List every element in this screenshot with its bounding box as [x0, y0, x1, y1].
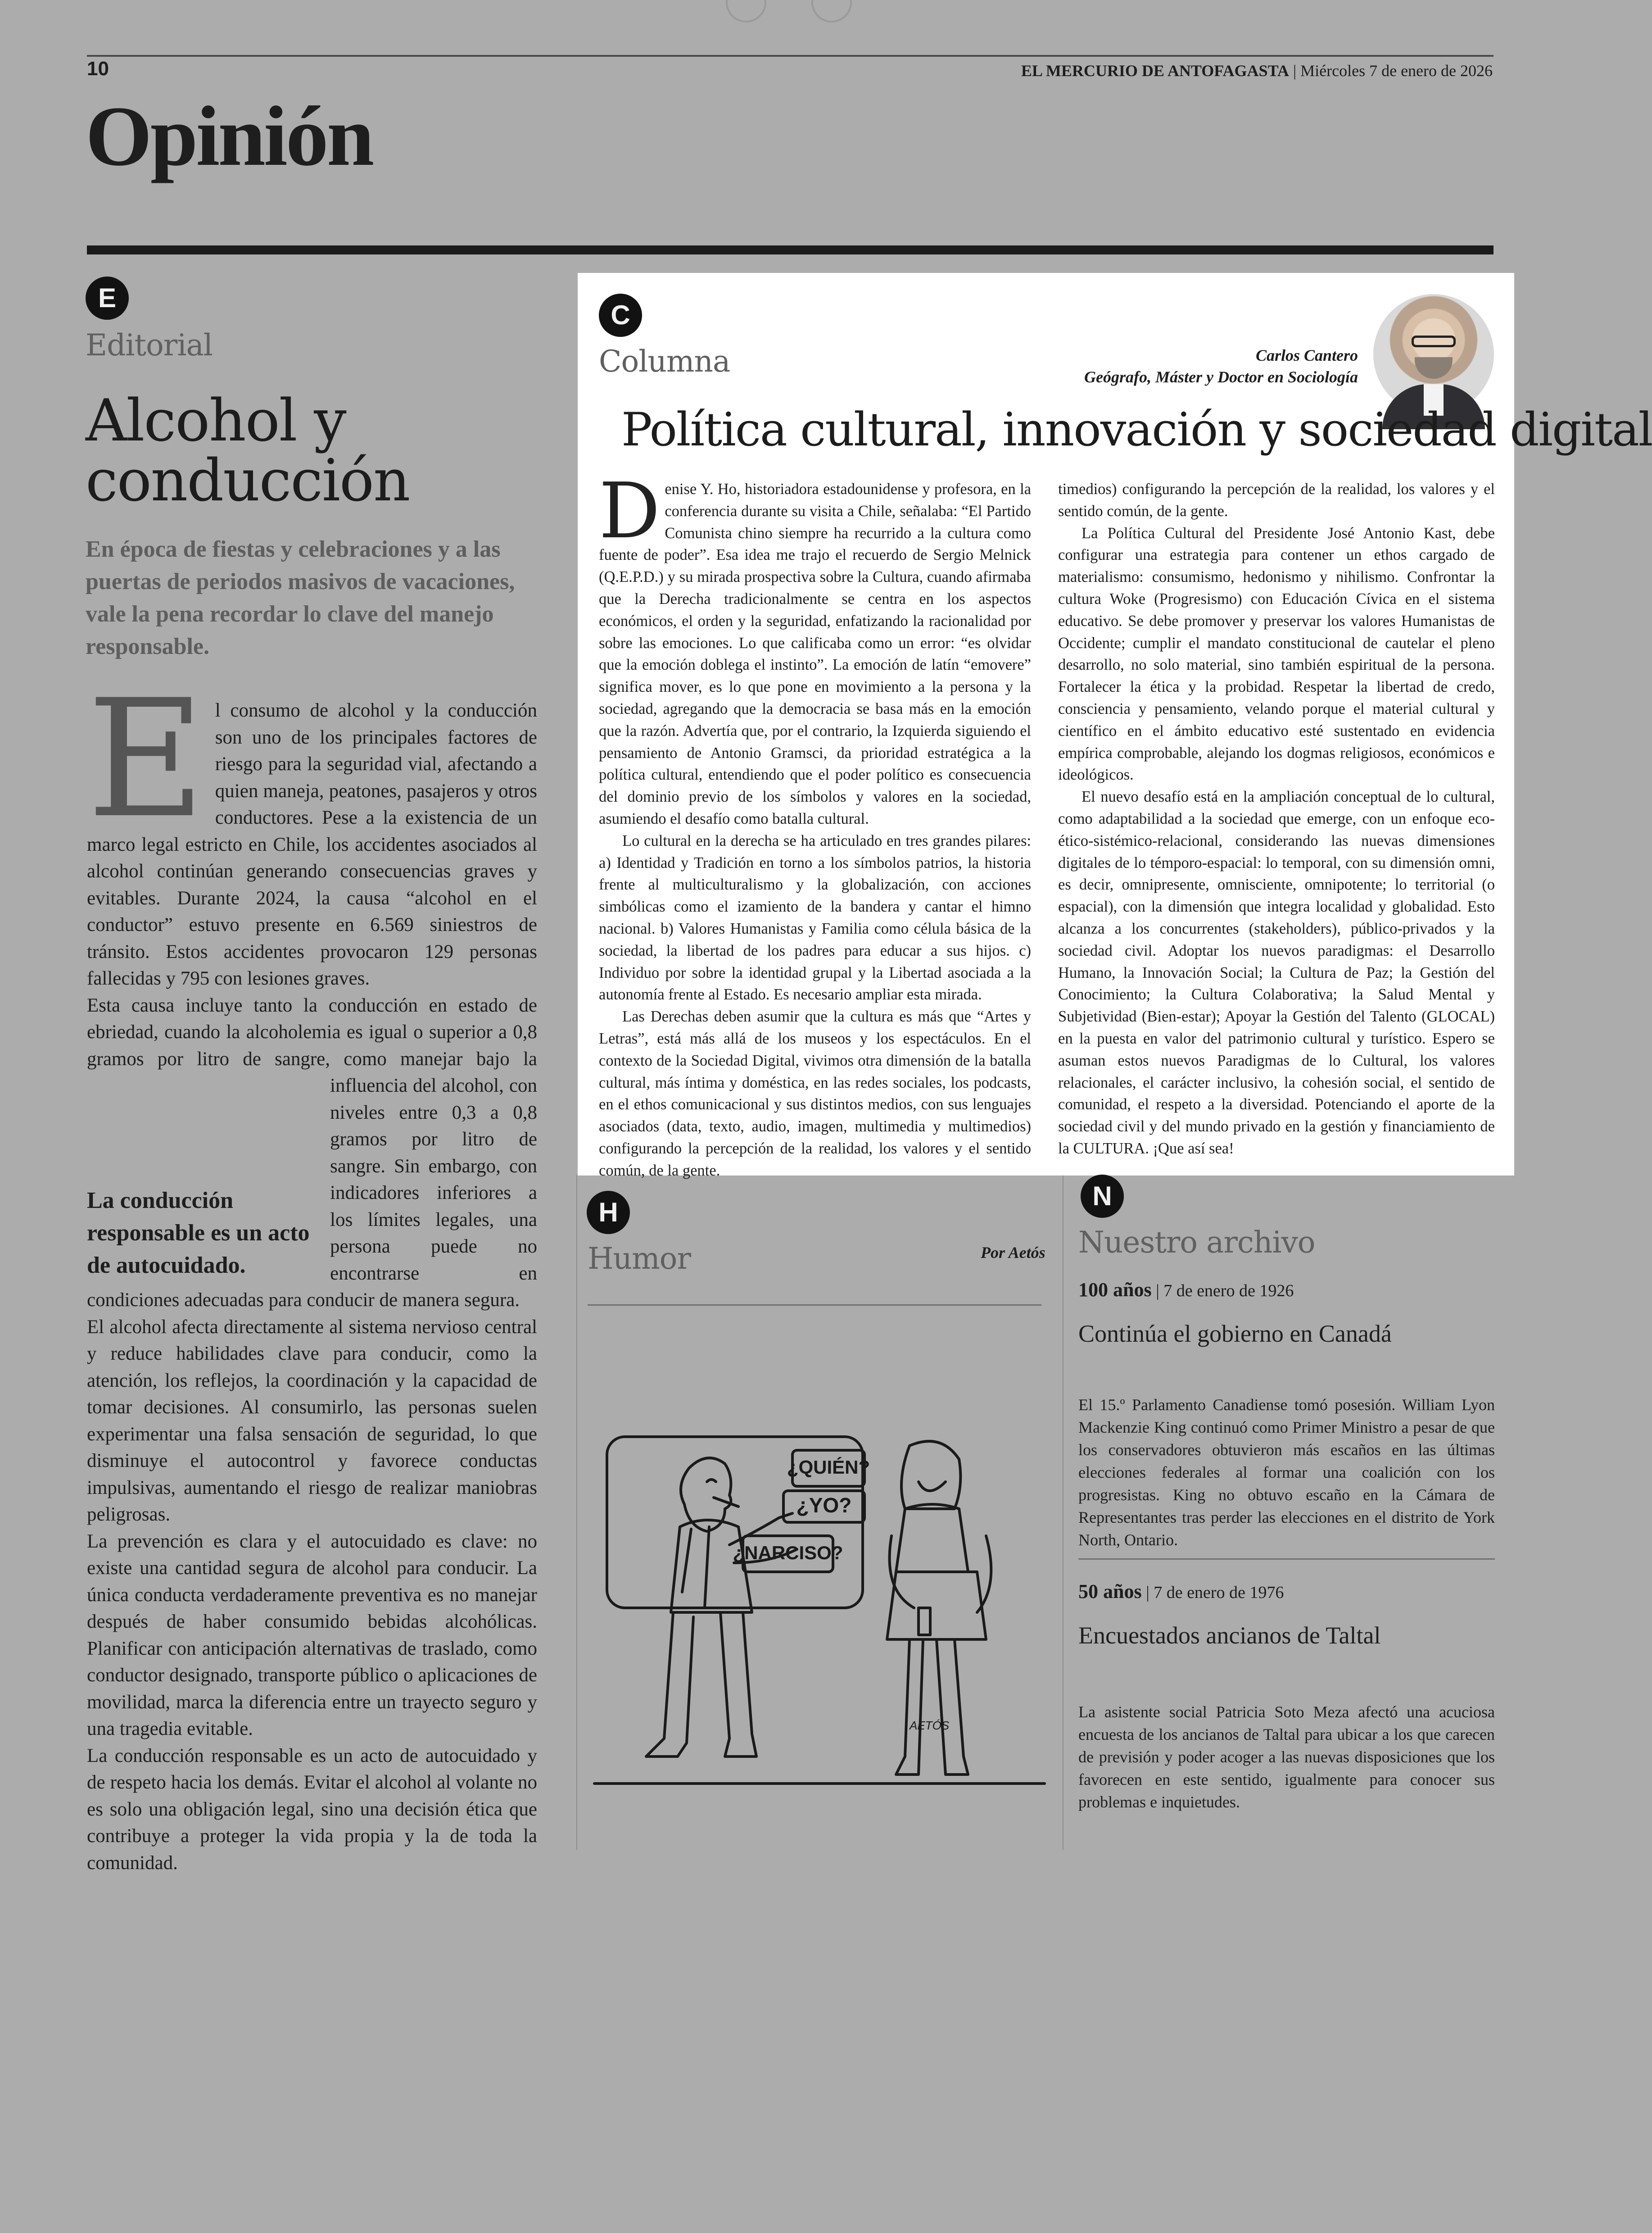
editorial-paragraph: La conducción responsable es un acto de autocuidado y de respeto hacia los demás. Evitar el alcohol al volante no es solo una obligación legal, sino una decisión ética que contribuye a proteger la vida propia y la de toda la comunidad. — [87, 1745, 537, 1874]
column-headline: Política cultural, innovación y sociedad digital — [621, 403, 1652, 457]
section-title: Opinión — [86, 89, 373, 184]
author-photo — [1373, 294, 1494, 415]
column-paragraph: Denise Y. Ho, historiadora estadounidense y profesora, en la conferencia durante su visita a Chile, señalaba: “El Partido Comunista chino siempre ha recurrido a la cultura como fuente de poder”. Esa idea me trajo el recuerdo de Sergio Melnick (Q.E.P.D.) y su mirada prospectiva sobre la Cultura, cuando afirmaba que la Derecha tradicionalmente se centra en los aspectos económicos, el orden y la seguridad, enfatizando la racionalidad por sobre las emociones. Lo que calificaba como un error: “es olvidar que la emoción doblega el instinto”. La emoción de latín “emovere” significa mover, es lo que pone en movimiento a la persona y la sociedad, agregando que la democracia se basa más en la emoción que la razón. Advertía que, por el contrario, la Izquierda siguiendo el pensamiento de Antonio Gramsci, da prioridad estratégica a la política cultural, entendiendo que el poder político es consecuencia del dominio previo de los símbolos y valores en la sociedad, asumiendo el desafío como batalla cultural. — [599, 467, 1031, 827]
page-number: 10 — [87, 58, 109, 80]
top-rule — [87, 55, 1494, 57]
masthead — [1021, 61, 1493, 80]
editorial-subhead: En época de fiestas y celebraciones y a las puertas de periodos masivos de vacaciones, vale la pena recordar lo clave del manejo responsable. — [86, 536, 515, 659]
column-author-title: Geógrafo, Máster y Doctor en Sociología — [1084, 368, 1358, 386]
editorial-body — [87, 665, 537, 1876]
archive-item2-title: Encuestados ancianos de Taltal — [1078, 1622, 1381, 1649]
column-paragraph: Lo cultural en la derecha se ha articulado en tres grandes pilares: a) Identidad y Tradición en torno a los símbolos patrios, la historia frente al multiculturalismo y la globalización, con acciones simbólicas como el izamiento de la bandera y cantar el himno nacional. b) Valores Humanistas y Familia como célula básica de la sociedad, la libertad de los padres para educar a sus hijos. c) Individuo por sobre la identidad grupal y la Libertad asociada a la autonomía frente al Estado. Es necesario ampliar esta mirada. — [599, 832, 1031, 1003]
column-body-left — [599, 467, 1031, 1179]
column-author-name: Carlos Cantero — [1255, 346, 1358, 364]
humor-badge: H — [587, 1191, 630, 1234]
humor-cartoon — [594, 1419, 1045, 1797]
bubble-narciso: ¿NARCISO? — [733, 1542, 843, 1563]
column-kicker: Columna — [599, 344, 730, 379]
archive-item2-text: La asistente social Patricia Soto Meza afectó una acuciosa encuesta de los ancianos de Taltal para ubicar a los que carecen de previsión y poder acoger a las nuevas disposiciones que los favorecen en este sentido, igualmente para conocer sus problemas e inquietudes. — [1078, 1703, 1495, 1811]
column-divider — [1063, 1175, 1064, 1850]
column-paragraph-continued: timedios) configurando la percepción de la realidad, los valores y el sentido común, de la gente. — [1058, 481, 1495, 520]
archive-item1-date: 100 años | 7 de enero de 1926 — [1078, 1279, 1294, 1301]
editorial-paragraph: El consumo de alcohol y la conducción son uno de los principales factores de riesgo para la seguridad vial, afectando a quien maneja, peatones, pasajeros y otros conductores. Pese a la existencia de un marco legal estricto en Chile, los accidentes asociados al alcohol continúan generando consecuencias graves y evitables. Durante 2024, la causa “alcohol en el conductor” estuvo presente en 6.569 siniestros de tránsito. Estos accidentes provocaron 129 personas fallecidas y 795 con lesiones graves. — [87, 665, 537, 989]
editorial-headline-line2: conducción — [86, 447, 410, 515]
column-dropcap: D — [599, 467, 661, 556]
column-divider — [576, 1175, 577, 1850]
column-paragraph: El nuevo desafío está en la ampliación conceptual de lo cultural, como adaptabilidad a la sociedad que emerge, con un enfoque eco-ético-sistémico-relacional, considerando las nuevas dimensiones digitales de lo témporo-espacial: lo temporal, con su dimensión omni, es decir, omnipresente, omnisciente, omnipotente; lo territorial (o espacial), con la dimensión que integra localidad y globalidad. Esto alcanza a los concurrentes (stakeholders), público-privados y la sociedad civil. Adoptar los nuevos paradigmas: el Desarrollo Humano, la Innovación Social; la Cultura de Paz; la Gestión del Conocimiento; la Cultura Colaborativa; la Salud Mental y Subjetividad (Bien-estar); Apoyar la Gestión del Talento (GLOCAL) en la puesta en valor del patrimonio cultural y turístico. Espero se asuman estos nuevos Paradigmas de lo Cultural, los valores relacionales, el carácter inclusivo, la cohesión social, el sentido de comunidad, el respeto a la diversidad. Potenciando el aporte de la sociedad civil y del mundo privado en la gestión y financiamiento de la CULTURA. ¡Que así sea! — [1058, 788, 1495, 1157]
editorial-headline-line1: Alcohol y — [86, 387, 346, 454]
cartoon-signature: AETÓS — [910, 1719, 950, 1732]
archive-kicker: Nuestro archivo — [1078, 1225, 1315, 1260]
editorial-paragraph: La prevención es clara y el autocuidado es clave: no existe una cantidad segura de alcohol para conducir. La única conducta verdaderamente preventiva es no manejar después de haber consumido bebidas alcohólicas. Planificar con anticipación alternativas de traslado, como conductor designado, transporte público o aplicaciones de movilidad, marca la diferencia entre un trayecto seguro y una tragedia evitable. — [87, 1530, 537, 1739]
column-badge: C — [599, 294, 642, 337]
editorial-paragraph: Esta causa incluye tanto la conducción en estado de ebriedad, cuando la alcoholemia es igual o superior a 0,8 gramos por litro de sangre, como manejar bajo la influencia del alcohol, con niveles entre 0,3 a 0,8 gramos por litro de sangre. Sin embargo, con indicadores inferiores a los límites legales, una persona puede no encontrarse en condiciones adecuadas para conducir de manera segura. — [87, 994, 537, 1311]
editorial-kicker: Editorial — [86, 328, 213, 363]
next-page-button[interactable] — [811, 0, 852, 23]
prev-page-button[interactable] — [726, 0, 766, 23]
section-rule — [87, 245, 1494, 254]
archive-divider — [1078, 1558, 1495, 1560]
newspaper-name: EL MERCURIO DE ANTOFAGASTA — [1021, 62, 1289, 80]
humor-kicker: Humor — [588, 1241, 691, 1276]
archive-item2-date: 50 años | 7 de enero de 1976 — [1078, 1580, 1284, 1602]
archive-item1-text: El 15.º Parlamento Canadiense tomó posesión. William Lyon Mackenzie King continuó como Primer Ministro a pesar de que los conservadores obtuvieron más escaños en las últimas elecciones federales al formar una coalición con los progresistas. King no obtuvo escaño en la Cámara de Representantes tras perder las elecciones en el distrito de York North, Ontario. — [1078, 1396, 1495, 1549]
bubble-yo: ¿YO? — [796, 1493, 852, 1517]
archive-badge: N — [1081, 1175, 1124, 1218]
humor-rule — [588, 1304, 1041, 1306]
issue-date: Miércoles 7 de enero de 2026 — [1300, 62, 1493, 80]
editorial-dropcap: E — [87, 665, 205, 853]
column-paragraph: Las Derechas deben asumir que la cultura es más que “Artes y Letras”, está más allá de los museos y los espectáculos. En el contexto de la Sociedad Digital, vivimos otra dimensión de la batalla cultural, más íntima y doméstica, en las redes sociales, los podcasts, en el ethos comunicacional y sus distintos medios, con sus lenguajes asociados (data, texto, audio, imagen, multimedia y multimedios) configurando la percepción de la realidad, los valores y el sentido común, de la gente. — [599, 1008, 1031, 1179]
editorial-pullquote: La conducción responsable es un acto de autocuidado. — [87, 1188, 310, 1278]
editorial-paragraph: El alcohol afecta directamente al sistema nervioso central y reduce habilidades clave para conducir, como la atención, los reflejos, la coordinación y la capacidad de tomar decisiones. Al consumirlo, las personas suelen experimentar una falsa sensación de seguridad, lo que disminuye el autocontrol y favorece conductas impulsivas, aumentando el riesgo de realizar maniobras peligrosas. — [87, 1316, 537, 1525]
column-paragraph: La Política Cultural del Presidente José Antonio Kast, debe configurar una estrategia para contener un ethos cargado de materialismo: consumismo, hedonismo y nihilismo. Confrontar la cultura Woke (Progresismo) con Educación Cívica en el sistema educativo. Se debe promover y preservar los valores Humanistas de Occidente; cumplir el mandato constitucional de cautelar el pleno desarrollo, no solo material, sino también espiritual de la persona. Fortalecer la ética y la probidad. Respetar la libertad de credo, consciencia y pensamiento, velando porque el material cultural y científico en el ámbito educativo esté sustentado en evidencia empírica comprobable, alejando los dogmas religiosos, económicos e ideológicos. — [1058, 524, 1495, 784]
editorial-badge: E — [86, 277, 129, 320]
humor-byline: Por Aetós — [981, 1244, 1046, 1262]
column-body-right — [1058, 478, 1495, 1160]
editorial-headline — [86, 387, 410, 515]
archive-item1-title: Continúa el gobierno en Canadá — [1078, 1320, 1392, 1347]
bubble-quien: ¿QUIÉN? — [787, 1457, 870, 1478]
masthead-separator: | — [1289, 62, 1301, 80]
